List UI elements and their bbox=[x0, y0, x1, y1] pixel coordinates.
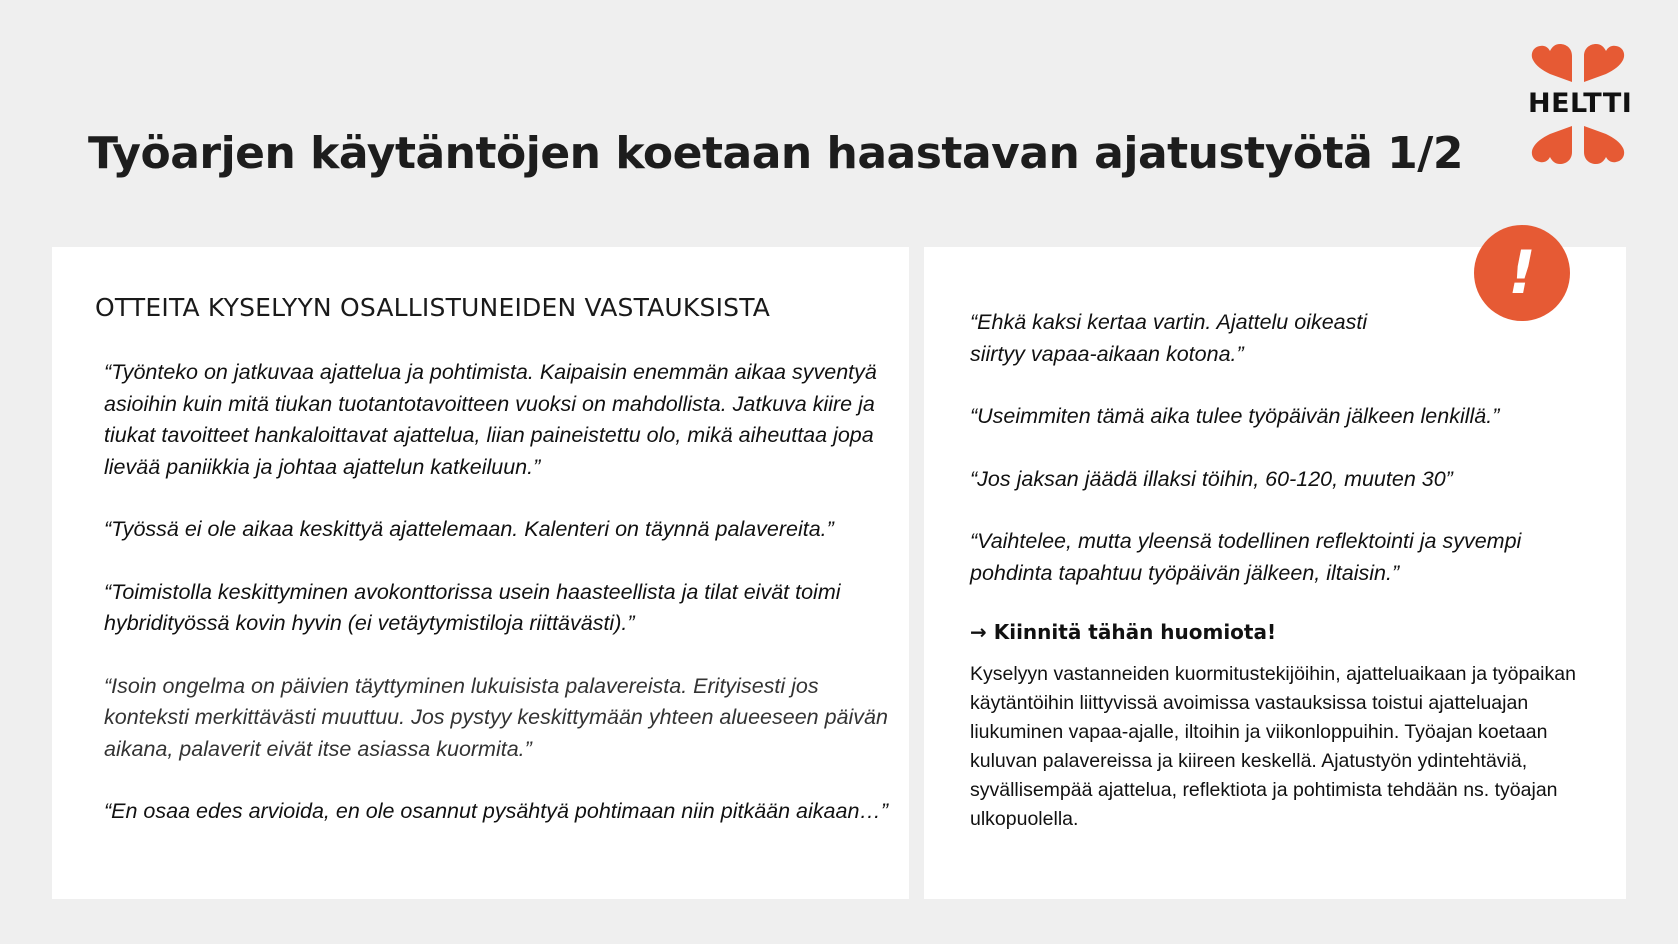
quote: “Vaihtelee, mutta yleensä todellinen reflektointi ja syvempi pohdinta tapahtuu työpäivän jälkeen, iltaisin.” bbox=[970, 529, 1522, 585]
quotes-card-left bbox=[52, 247, 909, 899]
logo-wordmark: HELTTI bbox=[1528, 88, 1633, 119]
quote-list bbox=[970, 307, 1590, 834]
quote: “Toimistolla keskittyminen avokonttorissa usein haasteellista ja tilat eivät toimi hybridityössä kovin hyvin (ei vetäytymistiloja riittävästi).” bbox=[104, 579, 841, 635]
quote: “Työssä ei ole aikaa keskittyä ajattelemaan. Kalenteri on täynnä palavereita.” bbox=[104, 517, 834, 541]
quote: “Isoin ongelma on päivien täyttyminen lukuisista palavereista. Erityisesti jos konteksti merkittävästi muuttuu. Jos pystyy keskittymään yhteen alueeseen päivän aikana, palaverit eivät itse asiassa kuormita.” bbox=[104, 673, 888, 761]
quote: “En osaa edes arvioida, en ole osannut pysähtyä pohtimaan niin pitkään aikaan…” bbox=[104, 799, 889, 823]
exclamation-icon: ! bbox=[1474, 225, 1570, 321]
quote: “Ehkä kaksi kertaa vartin. Ajattelu oikeasti siirtyy vapaa-aikaan kotona.” bbox=[970, 310, 1368, 366]
section-heading: OTTEITA KYSELYYN OSALLISTUNEIDEN VASTAUKSISTA bbox=[95, 293, 771, 322]
callout-heading: → Kiinnitä tähän huomiota! bbox=[970, 620, 1277, 644]
quote: “Jos jaksan jäädä illaksi töihin, 60-120, muuten 30” bbox=[970, 466, 1453, 491]
slide-title: Työarjen käytäntöjen koetaan haastavan ajatustyötä 1/2 bbox=[88, 128, 1463, 179]
heltti-logo bbox=[1528, 42, 1633, 166]
quote-list bbox=[104, 357, 894, 859]
quotes-card-right bbox=[924, 247, 1626, 899]
quote: “Työnteko on jatkuvaa ajattelua ja pohtimista. Kaipaisin enemmän aikaa syventyä asioihin kuin mitä tiukan tuotantotavoitteen vuoksi on mahdollista. Jatkuva kiire ja tiukat tavoitteet hankaloittavat ajattelua, liian paineistettu olo, mikä aiheuttaa jopa lievää paniikkia ja johtaa ajattelun katkeiluun.” bbox=[104, 360, 877, 479]
summary-text: Kyselyyn vastanneiden kuormitustekijöihin, ajatteluaikaan ja työpaikan käytäntöihin liittyvissä avoimissa vastauksissa toistui ajatteluajan liukuminen vapaa-ajalle, iltoihin ja viikonloppuihin. Työajan koetaan kuluvan palavereissa ja kiireen keskellä. Ajatustyön ydintehtäviä, syvällisempää ajattelua, reflektiota ja pohtimista tehdään ns. työajan ulkopuolella. bbox=[970, 663, 1576, 830]
quote: “Useimmiten tämä aika tulee työpäivän jälkeen lenkillä.” bbox=[970, 404, 1500, 428]
